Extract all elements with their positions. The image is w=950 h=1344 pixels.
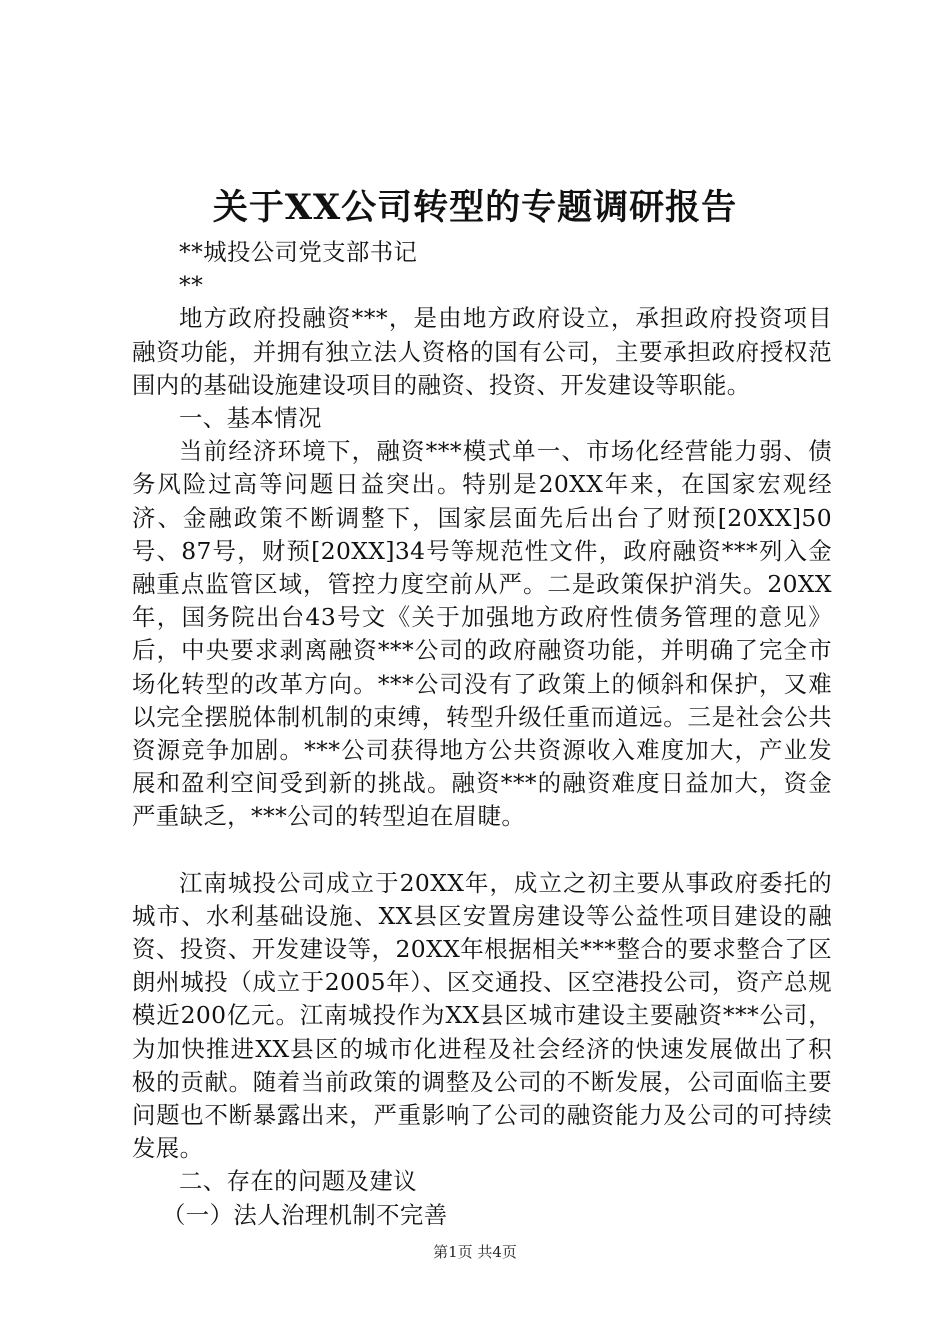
section-heading-2: 二、存在的问题及建议 xyxy=(179,1167,417,1196)
document-body xyxy=(132,236,832,1232)
name-line: ** xyxy=(179,271,204,300)
document-title: 关于XX公司转型的专题调研报告 xyxy=(212,187,738,228)
paragraph-basic-situation: 当前经济环境下，融资***模式单一、市场化经营能力弱、债务风险过高等问题日益突出。特别是20XX年来，在国家宏观经济、金融政策不断调整下，国家层面先后出台了财预[20XX]50号、87号，财预[20XX]34号等规范性文件，政府融资***列入金融重点监管区域，管控力度空前从严。二是政策保护消失。20XX年，国务院出台43号文《关于加强地方政府性债务管理的意见》后，中央要求剥离融资***公司的政府融资功能，并明确了完全市场化转型的改革方向。***公司没有了政策上的倾斜和保护，又难以完全摆脱体制机制的束缚，转型升级任重而道远。三是社会公共资源竞争加剧。***公司获得地方公共资源收入难度加大，产业发展和盈利空间受到新的挑战。融资***的融资难度日益加大，资金严重缺乏，***公司的转型迫在眉睫。 xyxy=(132,437,832,831)
subsection-heading-1: （一）法人治理机制不完善 xyxy=(162,1200,448,1229)
intro-paragraph: 地方政府投融资***，是由地方政府设立，承担政府投资项目融资功能，并拥有独立法人资格的国有公司，主要承担政府授权范围内的基础设施建设项目的融资、投资、开发建设等职能。 xyxy=(132,304,832,399)
section-heading-1: 一、基本情况 xyxy=(179,404,322,433)
page-footer: 第1页 共4页 xyxy=(433,1243,517,1261)
paragraph-company-overview: 江南城投公司成立于20XX年，成立之初主要从事政府委托的城市、水利基础设施、XX县区安置房建设等公益性项目建设的融资、投资、开发建设等，20XX年根据相关***整合的要求整合了区朗州城投（成立于2005年）、区交通投、区空港投公司，资产总规模近200亿元。江南城投作为XX县区城市建设主要融资***公司，为加快推进XX县区的城市化进程及社会经济的快速发展做出了积极的贡献。随着当前政策的调整及公司的不断发展，公司面临主要问题也不断暴露出来，严重影响了公司的融资能力及公司的可持续发展。 xyxy=(132,868,832,1163)
paragraph-gap xyxy=(132,834,832,867)
author-line: **城投公司党支部书记 xyxy=(179,238,418,266)
